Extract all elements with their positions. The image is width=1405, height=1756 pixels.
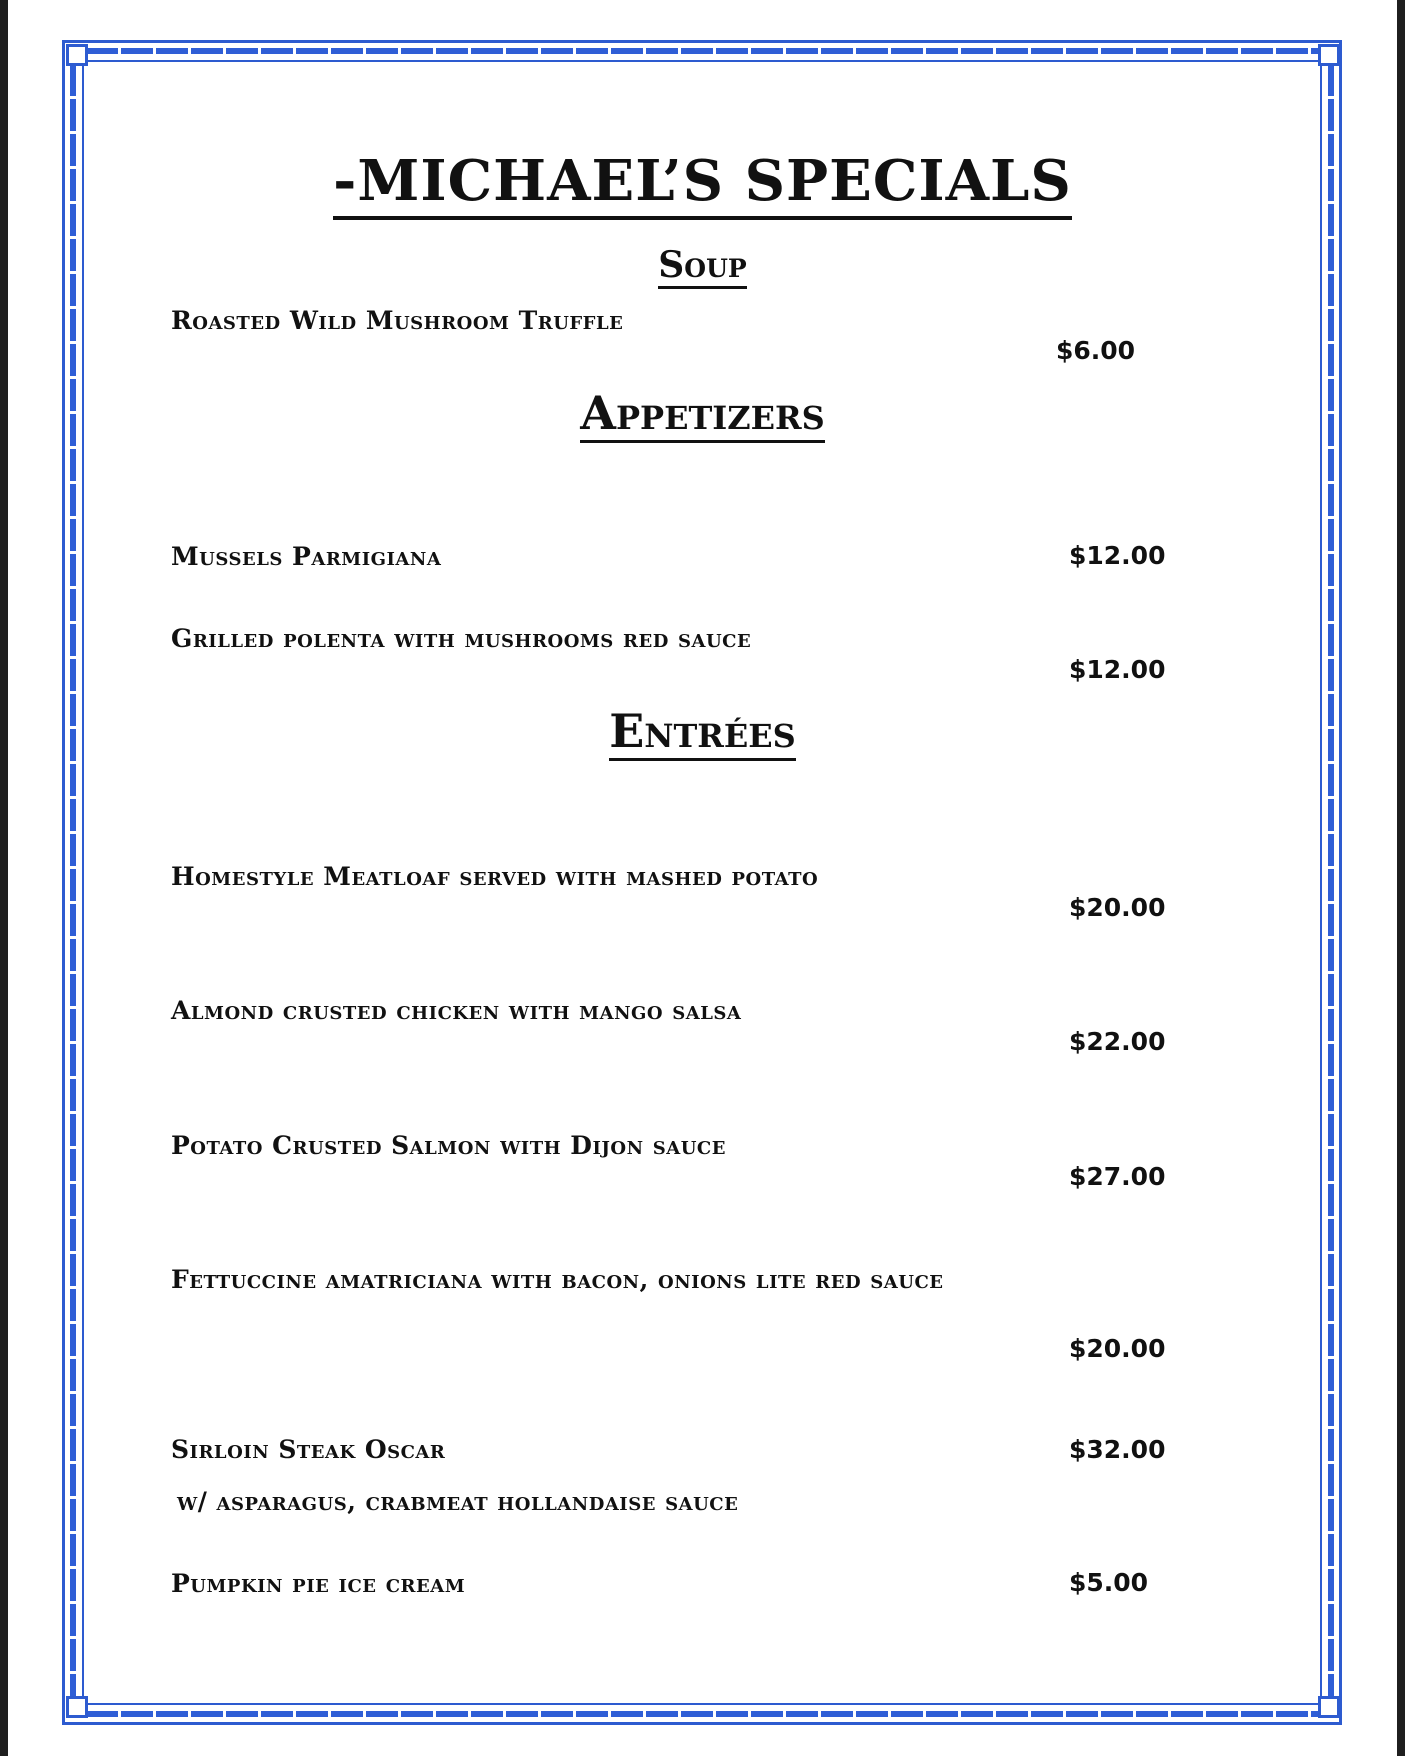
menu-item-price: $27.00 [1069,1162,1166,1191]
menu-title: -MICHAEL’S SPECIALS [0,148,1405,214]
menu-item-price: $20.00 [1069,1334,1166,1363]
menu-item-name: Grilled polenta with mushrooms red sauce [171,624,752,653]
menu-item-price: $12.00 [1069,655,1166,684]
menu-item-price: $22.00 [1069,1027,1166,1056]
menu-item-name: Potato Crusted Salmon with Dijon sauce [171,1131,726,1160]
section-heading-entrees: Entrées [0,704,1405,758]
menu-item-price: $20.00 [1069,893,1166,922]
menu-item-price: $12.00 [1069,541,1166,570]
menu-item-price: $5.00 [1069,1568,1149,1597]
section-heading-appetizers: Appetizers [0,386,1405,440]
menu-item-price: $32.00 [1069,1435,1166,1464]
menu-item-name: Almond crusted chicken with mango salsa [171,996,742,1025]
menu-item-name: Mussels Parmigiana [171,542,442,571]
menu-item-name: Homestyle Meatloaf served with mashed potato [171,862,819,891]
menu-item-name: Sirloin Steak Oscar [171,1435,446,1464]
menu-item-price: $6.00 [1056,336,1136,365]
menu-item-name: Roasted Wild Mushroom Truffle [171,306,624,335]
menu-item-name: Fettuccine amatriciana with bacon, onions lite red sauce [171,1265,944,1294]
section-heading-soup: Soup [0,244,1405,286]
menu-item-name: Pumpkin pie ice cream [171,1569,466,1598]
menu-item-note: w/ asparagus, crabmeat hollandaise sauce [177,1487,739,1516]
